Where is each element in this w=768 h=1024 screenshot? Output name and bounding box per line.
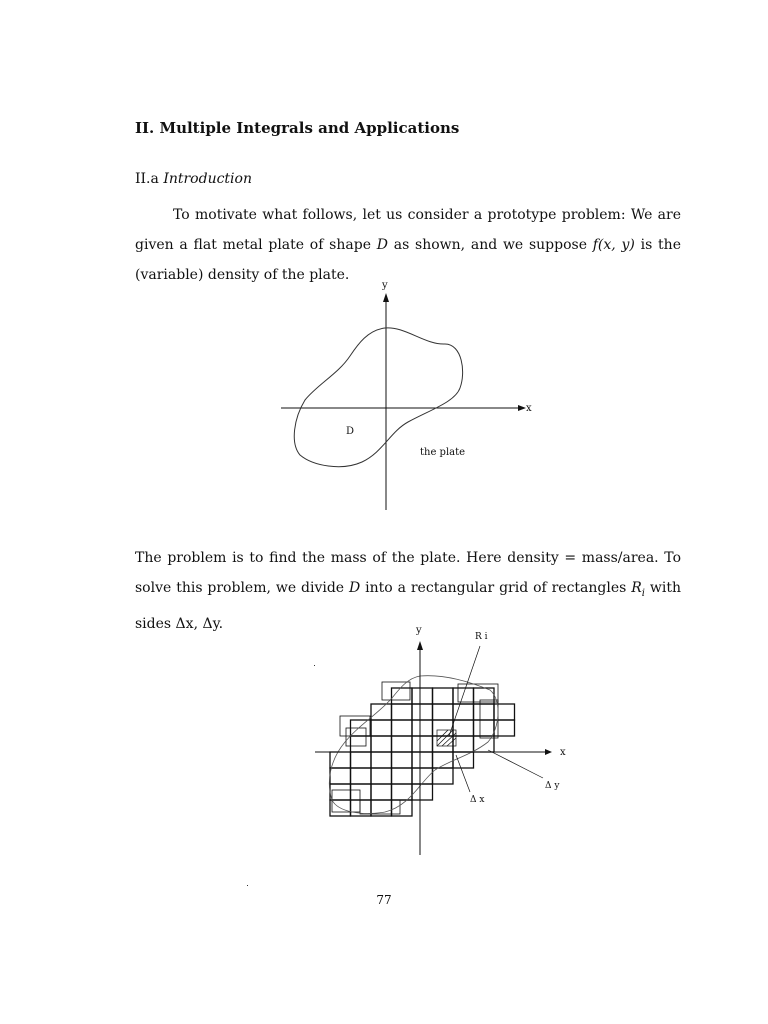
grid-cell <box>392 800 413 816</box>
grid-cell-overlap <box>480 700 498 738</box>
grid-cell <box>412 736 433 752</box>
grid-cell <box>392 704 413 720</box>
x-axis-arrow <box>545 749 552 755</box>
text-run: . <box>218 615 224 632</box>
grid-cell <box>392 784 413 800</box>
plate-figure <box>270 275 540 515</box>
grid-cell <box>474 704 495 720</box>
text-run: into a rectangular grid of rectangles <box>360 580 632 596</box>
text-run: The problem is to find the mass of the plate. Here density = mass/area. To solve this problem, we divide <box>135 550 681 596</box>
grid-cell <box>371 720 392 736</box>
grid-cell <box>371 784 392 800</box>
grid-cell <box>412 704 433 720</box>
grid-cell <box>392 688 413 704</box>
grid-cell <box>433 768 454 784</box>
grid-cell <box>494 704 515 720</box>
dy-pointer <box>488 750 543 778</box>
grid-cell <box>392 736 413 752</box>
plate-label: the plate <box>420 447 466 458</box>
grid-cell <box>371 752 392 768</box>
text-run: with sides <box>135 580 681 632</box>
grid-cell <box>392 720 413 736</box>
x-axis-arrow <box>518 405 526 411</box>
subsection-heading <box>135 171 252 187</box>
speck <box>247 885 248 886</box>
grid-cell <box>412 720 433 736</box>
grid-cell <box>351 736 372 752</box>
plate-outline <box>294 328 462 467</box>
grid-cell <box>453 752 474 768</box>
grid-cell <box>392 768 413 784</box>
grid-cell <box>351 784 372 800</box>
speck <box>314 665 315 666</box>
region-label: D <box>346 426 355 437</box>
grid-cell <box>330 784 351 800</box>
section-title: II. Multiple Integrals and Applications <box>135 119 460 137</box>
rect-Ri-label: R i <box>475 632 488 642</box>
grid-cells <box>330 682 515 816</box>
grid-cell <box>453 704 474 720</box>
page-number: 77 <box>376 893 392 907</box>
grid-cell <box>392 752 413 768</box>
math-dy: Δy <box>202 615 219 632</box>
text-run: is the (variable) density of the plate. <box>135 237 681 283</box>
grid-cell <box>371 736 392 752</box>
grid-cell <box>412 688 433 704</box>
grid-cell <box>453 688 474 704</box>
grid-cell-overlap <box>382 682 410 700</box>
grid-cell-overlap <box>340 716 370 736</box>
grid-cell <box>330 768 351 784</box>
grid-cell <box>351 752 372 768</box>
y-axis-label: y <box>382 280 388 291</box>
grid-cell-overlap <box>360 800 400 814</box>
math-D: D <box>349 580 361 596</box>
y-axis-arrow <box>417 641 423 650</box>
math-dx: Δx <box>175 615 194 632</box>
grid-cell <box>474 720 495 736</box>
grid-cell <box>371 704 392 720</box>
grid-figure <box>305 620 575 860</box>
dy-label: Δ y <box>545 781 560 791</box>
grid-cell <box>351 768 372 784</box>
grid-cell <box>433 704 454 720</box>
dx-label: Δ x <box>470 795 485 805</box>
subsection-number: II.a <box>135 171 159 187</box>
x-axis-label: x <box>560 747 566 758</box>
text-run: To motivate what follows, let us consider a prototype problem: We are given a flat metal plate of shape <box>135 207 681 253</box>
math-D: D <box>376 237 388 253</box>
text-run: as shown, and we suppose <box>387 237 593 253</box>
grid-cell <box>330 752 351 768</box>
x-axis-label: x <box>526 403 532 414</box>
subsection-title: Introduction <box>163 171 252 187</box>
math-subscript: i <box>641 587 645 599</box>
dx-pointer <box>456 755 470 792</box>
y-axis-label: y <box>416 625 422 636</box>
math-fxy: f(x, y) <box>592 237 635 253</box>
grid-cell <box>433 688 454 704</box>
grid-cell-overlap <box>332 790 360 812</box>
math-R: R <box>631 580 642 596</box>
plate-outline <box>329 676 498 814</box>
grid-cell <box>412 752 433 768</box>
grid-cell <box>371 768 392 784</box>
text-run: , <box>193 615 203 632</box>
grid-cell <box>412 768 433 784</box>
y-axis-arrow <box>383 293 389 302</box>
